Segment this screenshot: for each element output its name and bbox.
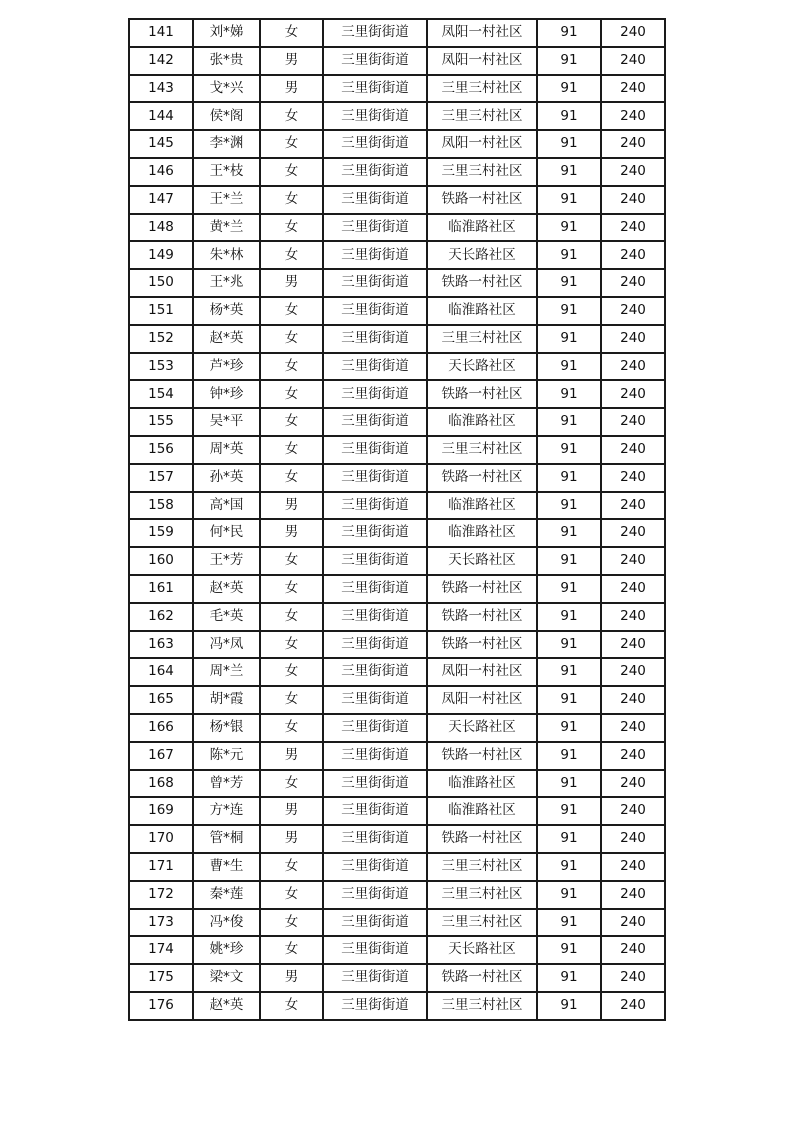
- gender-cell: 女: [260, 575, 323, 603]
- amount-cell: 240: [601, 130, 665, 158]
- name-cell: 侯*阁: [193, 102, 260, 130]
- name-cell: 李*渊: [193, 130, 260, 158]
- street-cell: 三里街街道: [323, 186, 427, 214]
- score-cell: 91: [537, 603, 601, 631]
- table-row: [129, 380, 665, 408]
- community-cell: 三里三村社区: [427, 909, 537, 937]
- score-cell: 91: [537, 186, 601, 214]
- score-cell: 91: [537, 853, 601, 881]
- amount-cell: 240: [601, 547, 665, 575]
- gender-cell: 男: [260, 492, 323, 520]
- name-cell: 孙*英: [193, 464, 260, 492]
- roster-table-container: [128, 18, 664, 1021]
- community-cell: 临淮路社区: [427, 408, 537, 436]
- community-cell: 铁路一村社区: [427, 186, 537, 214]
- amount-cell: 240: [601, 492, 665, 520]
- gender-cell: 女: [260, 130, 323, 158]
- amount-cell: 240: [601, 158, 665, 186]
- score-cell: 91: [537, 575, 601, 603]
- community-cell: 天长路社区: [427, 936, 537, 964]
- street-cell: 三里街街道: [323, 297, 427, 325]
- community-cell: 三里三村社区: [427, 881, 537, 909]
- name-cell: 毛*英: [193, 603, 260, 631]
- street-cell: 三里街街道: [323, 492, 427, 520]
- table-row: [129, 186, 665, 214]
- score-cell: 91: [537, 380, 601, 408]
- score-cell: 91: [537, 158, 601, 186]
- table-row: [129, 936, 665, 964]
- gender-cell: 女: [260, 353, 323, 381]
- name-cell: 冯*凤: [193, 631, 260, 659]
- name-cell: 胡*霞: [193, 686, 260, 714]
- row-number-cell: 155: [129, 408, 193, 436]
- table-row: [129, 742, 665, 770]
- community-cell: 三里三村社区: [427, 325, 537, 353]
- name-cell: 管*桐: [193, 825, 260, 853]
- table-row: [129, 992, 665, 1020]
- gender-cell: 女: [260, 19, 323, 47]
- score-cell: 91: [537, 269, 601, 297]
- score-cell: 91: [537, 686, 601, 714]
- name-cell: 王*芳: [193, 547, 260, 575]
- score-cell: 91: [537, 742, 601, 770]
- amount-cell: 240: [601, 658, 665, 686]
- score-cell: 91: [537, 353, 601, 381]
- table-row: [129, 881, 665, 909]
- table-row: [129, 130, 665, 158]
- amount-cell: 240: [601, 380, 665, 408]
- gender-cell: 女: [260, 186, 323, 214]
- amount-cell: 240: [601, 686, 665, 714]
- name-cell: 赵*英: [193, 325, 260, 353]
- street-cell: 三里街街道: [323, 519, 427, 547]
- row-number-cell: 158: [129, 492, 193, 520]
- community-cell: 三里三村社区: [427, 436, 537, 464]
- street-cell: 三里街街道: [323, 936, 427, 964]
- amount-cell: 240: [601, 186, 665, 214]
- row-number-cell: 173: [129, 909, 193, 937]
- community-cell: 天长路社区: [427, 241, 537, 269]
- gender-cell: 男: [260, 519, 323, 547]
- row-number-cell: 170: [129, 825, 193, 853]
- name-cell: 王*枝: [193, 158, 260, 186]
- community-cell: 天长路社区: [427, 353, 537, 381]
- table-row: [129, 547, 665, 575]
- score-cell: 91: [537, 658, 601, 686]
- gender-cell: 女: [260, 214, 323, 242]
- score-cell: 91: [537, 992, 601, 1020]
- gender-cell: 女: [260, 658, 323, 686]
- name-cell: 朱*林: [193, 241, 260, 269]
- row-number-cell: 161: [129, 575, 193, 603]
- row-number-cell: 142: [129, 47, 193, 75]
- table-row: [129, 686, 665, 714]
- table-row: [129, 214, 665, 242]
- amount-cell: 240: [601, 575, 665, 603]
- amount-cell: 240: [601, 269, 665, 297]
- score-cell: 91: [537, 464, 601, 492]
- community-cell: 天长路社区: [427, 714, 537, 742]
- score-cell: 91: [537, 631, 601, 659]
- row-number-cell: 172: [129, 881, 193, 909]
- name-cell: 杨*英: [193, 297, 260, 325]
- gender-cell: 男: [260, 825, 323, 853]
- community-cell: 铁路一村社区: [427, 631, 537, 659]
- score-cell: 91: [537, 936, 601, 964]
- score-cell: 91: [537, 519, 601, 547]
- score-cell: 91: [537, 241, 601, 269]
- amount-cell: 240: [601, 464, 665, 492]
- community-cell: 三里三村社区: [427, 992, 537, 1020]
- table-row: [129, 297, 665, 325]
- community-cell: 临淮路社区: [427, 519, 537, 547]
- street-cell: 三里街街道: [323, 408, 427, 436]
- row-number-cell: 153: [129, 353, 193, 381]
- row-number-cell: 160: [129, 547, 193, 575]
- amount-cell: 240: [601, 102, 665, 130]
- row-number-cell: 150: [129, 269, 193, 297]
- table-row: [129, 353, 665, 381]
- table-row: [129, 492, 665, 520]
- row-number-cell: 167: [129, 742, 193, 770]
- name-cell: 吴*平: [193, 408, 260, 436]
- table-row: [129, 797, 665, 825]
- gender-cell: 男: [260, 964, 323, 992]
- row-number-cell: 162: [129, 603, 193, 631]
- name-cell: 杨*银: [193, 714, 260, 742]
- name-cell: 曹*生: [193, 853, 260, 881]
- name-cell: 芦*珍: [193, 353, 260, 381]
- community-cell: 三里三村社区: [427, 75, 537, 103]
- community-cell: 三里三村社区: [427, 102, 537, 130]
- street-cell: 三里街街道: [323, 102, 427, 130]
- score-cell: 91: [537, 325, 601, 353]
- amount-cell: 240: [601, 714, 665, 742]
- gender-cell: 女: [260, 325, 323, 353]
- table-row: [129, 519, 665, 547]
- community-cell: 铁路一村社区: [427, 464, 537, 492]
- table-row: [129, 241, 665, 269]
- table-row: [129, 603, 665, 631]
- amount-cell: 240: [601, 964, 665, 992]
- street-cell: 三里街街道: [323, 130, 427, 158]
- street-cell: 三里街街道: [323, 575, 427, 603]
- amount-cell: 240: [601, 297, 665, 325]
- gender-cell: 女: [260, 631, 323, 659]
- row-number-cell: 176: [129, 992, 193, 1020]
- community-cell: 临淮路社区: [427, 770, 537, 798]
- street-cell: 三里街街道: [323, 742, 427, 770]
- score-cell: 91: [537, 492, 601, 520]
- row-number-cell: 149: [129, 241, 193, 269]
- row-number-cell: 143: [129, 75, 193, 103]
- row-number-cell: 164: [129, 658, 193, 686]
- street-cell: 三里街街道: [323, 47, 427, 75]
- gender-cell: 女: [260, 603, 323, 631]
- street-cell: 三里街街道: [323, 992, 427, 1020]
- table-row: [129, 408, 665, 436]
- amount-cell: 240: [601, 909, 665, 937]
- score-cell: 91: [537, 436, 601, 464]
- community-cell: 凤阳一村社区: [427, 658, 537, 686]
- community-cell: 临淮路社区: [427, 797, 537, 825]
- amount-cell: 240: [601, 742, 665, 770]
- gender-cell: 男: [260, 269, 323, 297]
- street-cell: 三里街街道: [323, 770, 427, 798]
- name-cell: 方*连: [193, 797, 260, 825]
- row-number-cell: 163: [129, 631, 193, 659]
- name-cell: 赵*英: [193, 575, 260, 603]
- score-cell: 91: [537, 714, 601, 742]
- street-cell: 三里街街道: [323, 380, 427, 408]
- name-cell: 何*民: [193, 519, 260, 547]
- amount-cell: 240: [601, 353, 665, 381]
- gender-cell: 男: [260, 75, 323, 103]
- street-cell: 三里街街道: [323, 714, 427, 742]
- score-cell: 91: [537, 770, 601, 798]
- row-number-cell: 152: [129, 325, 193, 353]
- gender-cell: 女: [260, 436, 323, 464]
- gender-cell: 男: [260, 47, 323, 75]
- table-row: [129, 19, 665, 47]
- name-cell: 冯*俊: [193, 909, 260, 937]
- row-number-cell: 141: [129, 19, 193, 47]
- amount-cell: 240: [601, 519, 665, 547]
- row-number-cell: 175: [129, 964, 193, 992]
- score-cell: 91: [537, 964, 601, 992]
- row-number-cell: 157: [129, 464, 193, 492]
- table-row: [129, 575, 665, 603]
- row-number-cell: 159: [129, 519, 193, 547]
- street-cell: 三里街街道: [323, 325, 427, 353]
- street-cell: 三里街街道: [323, 825, 427, 853]
- gender-cell: 女: [260, 547, 323, 575]
- street-cell: 三里街街道: [323, 686, 427, 714]
- gender-cell: 女: [260, 241, 323, 269]
- amount-cell: 240: [601, 214, 665, 242]
- community-cell: 凤阳一村社区: [427, 686, 537, 714]
- gender-cell: 女: [260, 881, 323, 909]
- amount-cell: 240: [601, 603, 665, 631]
- score-cell: 91: [537, 130, 601, 158]
- score-cell: 91: [537, 547, 601, 575]
- amount-cell: 240: [601, 325, 665, 353]
- score-cell: 91: [537, 214, 601, 242]
- gender-cell: 女: [260, 770, 323, 798]
- name-cell: 陈*元: [193, 742, 260, 770]
- amount-cell: 240: [601, 436, 665, 464]
- gender-cell: 男: [260, 742, 323, 770]
- name-cell: 秦*莲: [193, 881, 260, 909]
- table-row: [129, 658, 665, 686]
- row-number-cell: 145: [129, 130, 193, 158]
- street-cell: 三里街街道: [323, 269, 427, 297]
- table-row: [129, 464, 665, 492]
- community-cell: 临淮路社区: [427, 492, 537, 520]
- amount-cell: 240: [601, 797, 665, 825]
- name-cell: 周*兰: [193, 658, 260, 686]
- gender-cell: 女: [260, 297, 323, 325]
- score-cell: 91: [537, 75, 601, 103]
- table-row: [129, 47, 665, 75]
- community-cell: 凤阳一村社区: [427, 19, 537, 47]
- amount-cell: 240: [601, 853, 665, 881]
- table-row: [129, 631, 665, 659]
- street-cell: 三里街街道: [323, 158, 427, 186]
- score-cell: 91: [537, 825, 601, 853]
- street-cell: 三里街街道: [323, 797, 427, 825]
- community-cell: 铁路一村社区: [427, 825, 537, 853]
- name-cell: 刘*娣: [193, 19, 260, 47]
- roster-table: [128, 18, 666, 1021]
- gender-cell: 女: [260, 102, 323, 130]
- score-cell: 91: [537, 909, 601, 937]
- gender-cell: 女: [260, 936, 323, 964]
- row-number-cell: 156: [129, 436, 193, 464]
- table-row: [129, 158, 665, 186]
- community-cell: 凤阳一村社区: [427, 130, 537, 158]
- gender-cell: 女: [260, 464, 323, 492]
- community-cell: 铁路一村社区: [427, 269, 537, 297]
- amount-cell: 240: [601, 936, 665, 964]
- street-cell: 三里街街道: [323, 964, 427, 992]
- row-number-cell: 144: [129, 102, 193, 130]
- roster-table-body: [129, 19, 665, 1020]
- street-cell: 三里街街道: [323, 75, 427, 103]
- gender-cell: 女: [260, 992, 323, 1020]
- row-number-cell: 174: [129, 936, 193, 964]
- score-cell: 91: [537, 408, 601, 436]
- row-number-cell: 146: [129, 158, 193, 186]
- gender-cell: 女: [260, 714, 323, 742]
- community-cell: 三里三村社区: [427, 853, 537, 881]
- gender-cell: 女: [260, 158, 323, 186]
- gender-cell: 女: [260, 380, 323, 408]
- row-number-cell: 151: [129, 297, 193, 325]
- amount-cell: 240: [601, 770, 665, 798]
- score-cell: 91: [537, 102, 601, 130]
- community-cell: 天长路社区: [427, 547, 537, 575]
- community-cell: 凤阳一村社区: [427, 47, 537, 75]
- street-cell: 三里街街道: [323, 353, 427, 381]
- street-cell: 三里街街道: [323, 603, 427, 631]
- community-cell: 铁路一村社区: [427, 575, 537, 603]
- table-row: [129, 964, 665, 992]
- amount-cell: 240: [601, 241, 665, 269]
- street-cell: 三里街街道: [323, 853, 427, 881]
- row-number-cell: 154: [129, 380, 193, 408]
- name-cell: 张*贵: [193, 47, 260, 75]
- amount-cell: 240: [601, 75, 665, 103]
- name-cell: 戈*兴: [193, 75, 260, 103]
- street-cell: 三里街街道: [323, 658, 427, 686]
- amount-cell: 240: [601, 825, 665, 853]
- gender-cell: 女: [260, 853, 323, 881]
- score-cell: 91: [537, 19, 601, 47]
- amount-cell: 240: [601, 408, 665, 436]
- amount-cell: 240: [601, 19, 665, 47]
- gender-cell: 女: [260, 909, 323, 937]
- community-cell: 临淮路社区: [427, 214, 537, 242]
- score-cell: 91: [537, 797, 601, 825]
- community-cell: 铁路一村社区: [427, 603, 537, 631]
- table-row: [129, 770, 665, 798]
- table-row: [129, 325, 665, 353]
- name-cell: 王*兆: [193, 269, 260, 297]
- street-cell: 三里街街道: [323, 881, 427, 909]
- table-row: [129, 436, 665, 464]
- name-cell: 黄*兰: [193, 214, 260, 242]
- name-cell: 高*国: [193, 492, 260, 520]
- table-row: [129, 825, 665, 853]
- community-cell: 临淮路社区: [427, 297, 537, 325]
- table-row: [129, 909, 665, 937]
- community-cell: 铁路一村社区: [427, 964, 537, 992]
- table-row: [129, 75, 665, 103]
- score-cell: 91: [537, 47, 601, 75]
- name-cell: 周*英: [193, 436, 260, 464]
- row-number-cell: 169: [129, 797, 193, 825]
- row-number-cell: 166: [129, 714, 193, 742]
- score-cell: 91: [537, 881, 601, 909]
- street-cell: 三里街街道: [323, 464, 427, 492]
- name-cell: 梁*文: [193, 964, 260, 992]
- gender-cell: 女: [260, 686, 323, 714]
- name-cell: 姚*珍: [193, 936, 260, 964]
- score-cell: 91: [537, 297, 601, 325]
- name-cell: 曾*芳: [193, 770, 260, 798]
- street-cell: 三里街街道: [323, 631, 427, 659]
- amount-cell: 240: [601, 881, 665, 909]
- row-number-cell: 165: [129, 686, 193, 714]
- community-cell: 铁路一村社区: [427, 380, 537, 408]
- street-cell: 三里街街道: [323, 436, 427, 464]
- row-number-cell: 148: [129, 214, 193, 242]
- amount-cell: 240: [601, 47, 665, 75]
- community-cell: 铁路一村社区: [427, 742, 537, 770]
- row-number-cell: 171: [129, 853, 193, 881]
- row-number-cell: 168: [129, 770, 193, 798]
- table-row: [129, 714, 665, 742]
- table-row: [129, 102, 665, 130]
- street-cell: 三里街街道: [323, 909, 427, 937]
- community-cell: 三里三村社区: [427, 158, 537, 186]
- street-cell: 三里街街道: [323, 241, 427, 269]
- name-cell: 赵*英: [193, 992, 260, 1020]
- street-cell: 三里街街道: [323, 547, 427, 575]
- row-number-cell: 147: [129, 186, 193, 214]
- gender-cell: 女: [260, 408, 323, 436]
- street-cell: 三里街街道: [323, 19, 427, 47]
- amount-cell: 240: [601, 631, 665, 659]
- gender-cell: 男: [260, 797, 323, 825]
- street-cell: 三里街街道: [323, 214, 427, 242]
- table-row: [129, 269, 665, 297]
- amount-cell: 240: [601, 992, 665, 1020]
- table-row: [129, 853, 665, 881]
- name-cell: 王*兰: [193, 186, 260, 214]
- name-cell: 钟*珍: [193, 380, 260, 408]
